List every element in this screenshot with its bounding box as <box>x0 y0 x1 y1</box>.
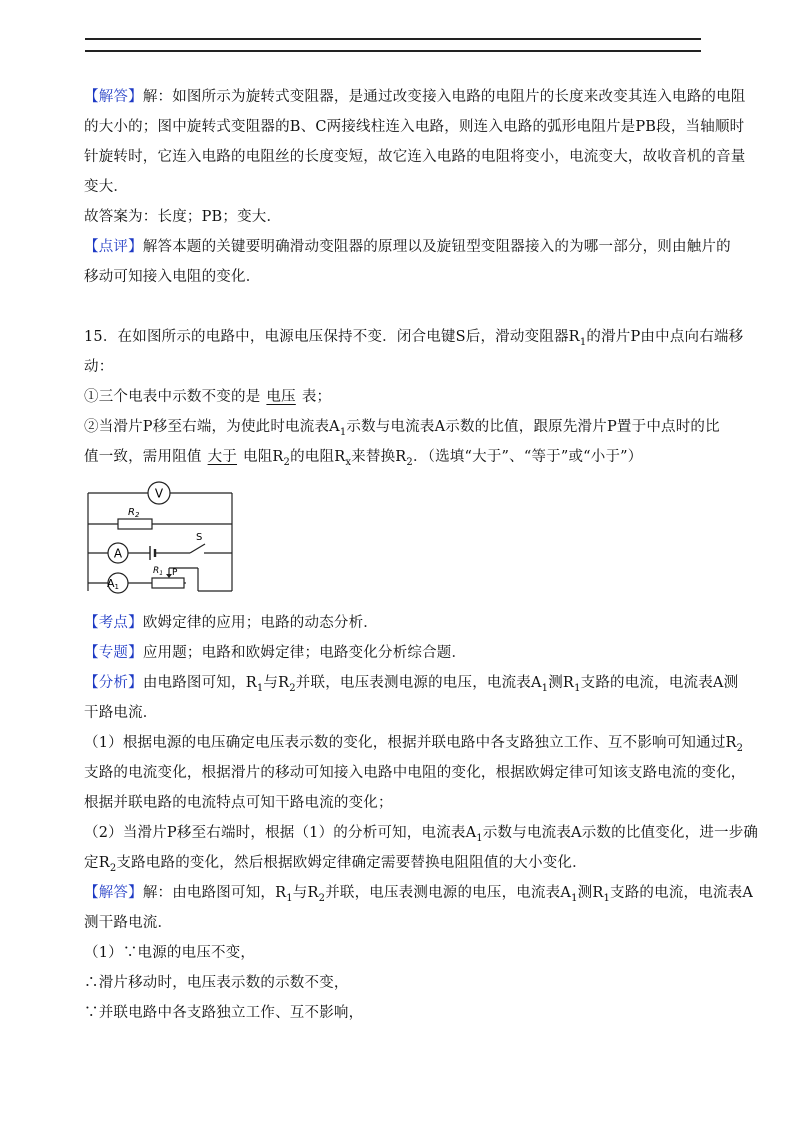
slider-label: P <box>172 568 178 578</box>
jieda-line1: 【解答】解：由电路图可知，$R_1$与$R_2$并联，电压表测电源的电压，电流表$A_1$测$R_1$支路的电流，电流表A <box>84 885 753 904</box>
q15-line2: 动： <box>84 359 114 375</box>
answer14-line4: 变大． <box>84 179 129 195</box>
comment14-line1: 【点评】解答本题的关键要明确滑动变阻器的原理以及旋钮型变阻器接入的为哪一部分，则由触片的 <box>84 239 731 255</box>
fenxi-line1: 【分析】由电路图可知，$R_1$与$R_2$并联，电压表测电源的电压，电流表$A_1$测$R_1$支路的电流，电流表A测 <box>84 675 739 694</box>
fenxi-line4: 支路的电流变化，根据滑片的移动可知接入电路中电阻的变化，根据欧姆定律可知该支路电流的变化， <box>84 765 746 781</box>
ammeter1-label: A1 <box>107 577 119 591</box>
answer-blank-2: 大于 <box>207 449 238 465</box>
r1-label: $R_1$ <box>153 566 164 577</box>
voltmeter-label: V <box>154 486 164 501</box>
r2-resistor <box>118 519 152 529</box>
kaodian-line: 【考点】欧姆定律的应用；电路的动态分析． <box>84 615 379 631</box>
fenxi-tag: 【分析】 <box>84 675 143 691</box>
comment-tag: 【点评】 <box>84 239 143 255</box>
switch-blade <box>190 544 205 553</box>
answer14-line2: 的大小的；图中旋转式变阻器的B、C两接线柱连入电路，则连入电路的弧形电阻片是PB段，当轴顺时 <box>84 119 745 135</box>
fenxi-line7: 定$R_2$支路电路的变化，然后根据欧姆定律确定需要替换电阻阻值的大小变化． <box>84 855 587 874</box>
fenxi-line3: （1）根据电源的电压确定电压表示数的变化，根据并联电路中各支路独立工作、互不影响可知通过$R_2$ <box>84 735 744 754</box>
fenxi-line6: （2）当滑片P移至右端时，根据（1）的分析可知，电流表$A_1$示数与电流表A示数的比值变化，进一步确 <box>84 825 759 844</box>
zhuanti-tag: 【专题】 <box>84 645 143 661</box>
answer14-line3: 针旋转时，它连入电路的电阻丝的长度变短，故它连入电路的电阻将变小，电流变大，故收音机的音量 <box>84 149 746 165</box>
kaodian-tag: 【考点】 <box>84 615 143 631</box>
switch-label: S <box>196 532 203 543</box>
r2-label: $R_2$ <box>128 507 140 519</box>
fenxi-line2: 干路电流． <box>84 705 158 721</box>
header-rule-top <box>85 38 701 40</box>
answer14-line1: 【解答】解：如图所示为旋转式变阻器，是通过改变接入电路的电阻片的长度来改变其连入电路的电阻 <box>84 89 746 105</box>
comment14-line2: 移动可知接入电阻的变化． <box>84 269 261 285</box>
jieda-line3: （1）∵电源的电压不变， <box>84 945 256 961</box>
circuit-diagram <box>86 480 234 600</box>
answer-blank-1: 电压 <box>266 389 296 405</box>
jieda-line5: ∵并联电路中各支路独立工作、互不影响， <box>84 1005 364 1021</box>
answer14-final: 故答案为：长度；PB；变大． <box>84 209 282 225</box>
fenxi-line5: 根据并联电路的电流特点可知干路电流的变化； <box>84 795 393 811</box>
header-rule-bottom <box>85 50 701 52</box>
q15-line1: 15．在如图所示的电路中，电源电压保持不变．闭合电键S后，滑动变阻器$R_1$的滑片P由中点向右端移 <box>84 329 744 348</box>
answer-tag: 【解答】 <box>84 89 143 105</box>
jieda-line4: ∴滑片移动时，电压表示数的示数不变， <box>84 975 349 991</box>
r1-resistor <box>152 578 184 588</box>
q15-part1: ①三个电表中示数不变的是 电压 表； <box>84 389 332 405</box>
jieda-line2: 测干路电流． <box>84 915 173 931</box>
circuit-svg <box>86 480 234 600</box>
zhuanti-line: 【专题】应用题；电路和欧姆定律；电路变化分析综合题． <box>84 645 467 661</box>
ammeter-label: A <box>113 546 123 561</box>
q15-part2-line1: ②当滑片P移至右端，为使此时电流表$A_1$示数与电流表A示数的比值，跟原先滑片P置于中点时的比 <box>84 419 720 438</box>
q15-part2-line2: 值一致，需用阻值 大于 电阻$R_2$的电阻$R_x$来替换$R_2$．（选填“大于”、“等于”或“小于”） <box>84 449 643 468</box>
jieda-tag: 【解答】 <box>84 885 143 901</box>
